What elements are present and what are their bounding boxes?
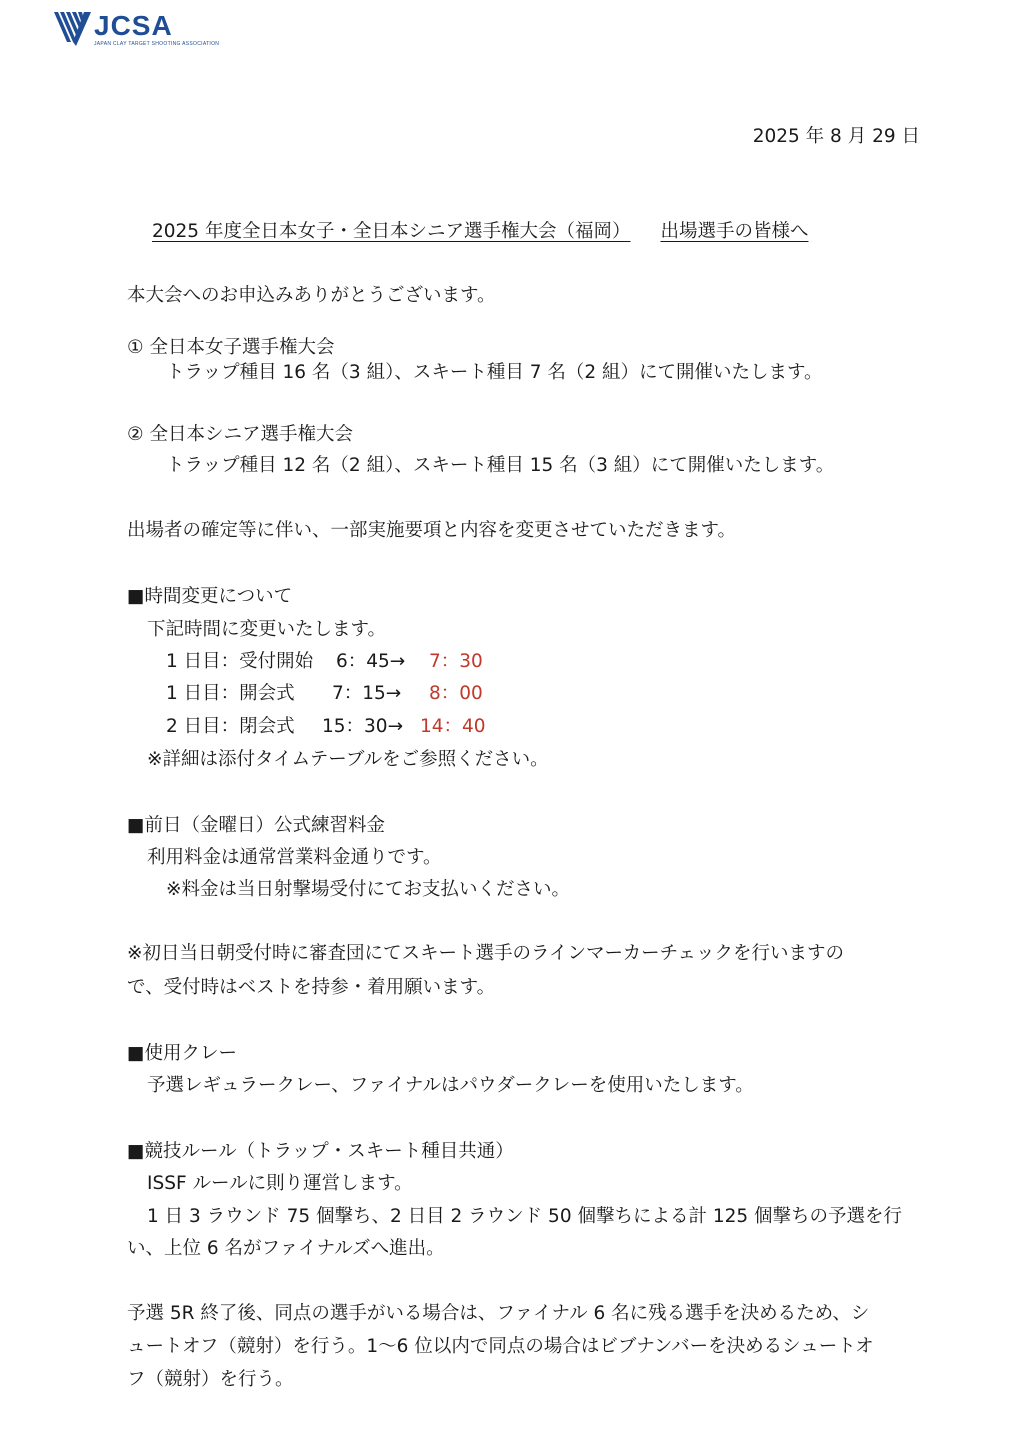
jcsa-logo-mark-icon	[54, 12, 92, 46]
title-addressee: 出場選手の皆様へ	[660, 221, 809, 242]
document-title	[152, 219, 808, 245]
rules-line-1: ISSF ルールに則り運営します。	[147, 1173, 413, 1194]
change-notice: 出場者の確定等に伴い、一部実施要項と内容を変更させていただきます。	[127, 520, 737, 541]
time-change-note: ※詳細は添付タイムテーブルをご参照ください。	[147, 749, 549, 770]
event-2-detail: トラップ種目 12 名（2 組）、スキート種目 15 名（3 組）にて開催いたします。	[166, 455, 835, 476]
line-marker-line-1: ※初日当日朝受付時に審査団にてスキート選手のラインマーカーチェックを行いますの	[127, 943, 845, 964]
time-old: 7：15→	[332, 683, 402, 704]
time-label: 1 日目：開会式	[166, 683, 295, 704]
event-2-heading: ② 全日本シニア選手権大会	[127, 424, 353, 445]
practice-fee-line-2: ※料金は当日射撃場受付にてお支払いください。	[166, 879, 571, 900]
jcsa-logo	[54, 12, 219, 47]
logo-name: JCSA	[94, 10, 173, 41]
practice-fee-heading: ■前日（金曜日）公式練習料金	[127, 815, 385, 836]
time-old: 6：45→	[336, 651, 406, 672]
time-new: 8：00	[429, 683, 483, 704]
event-1-detail: トラップ種目 16 名（3 組）、スキート種目 7 名（2 組）にて開催いたします。	[166, 362, 823, 383]
rules-heading: ■競技ルール（トラップ・スキート種目共通）	[127, 1141, 514, 1162]
time-old: 15：30→	[322, 716, 404, 737]
shootoff-line-2: ュートオフ（競射）を行う。1～6 位以内で同点の場合はビブナンバーを決めるシュートオ	[127, 1336, 874, 1357]
time-new: 7：30	[429, 651, 483, 672]
greeting: 本大会へのお申込みありがとうございます。	[127, 285, 496, 306]
time-new: 14：40	[420, 716, 486, 737]
clay-heading: ■使用クレー	[127, 1043, 237, 1064]
time-change-heading: ■時間変更について	[127, 586, 293, 607]
line-marker-line-2: で、受付時はベストを持参・着用願います。	[127, 977, 496, 998]
rules-line-2: 1 日 3 ラウンド 75 個撃ち、2 日目 2 ラウンド 50 個撃ちによる計 125 個撃ちの予選を行	[147, 1206, 903, 1227]
shootoff-line-1: 予選 5R 終了後、同点の選手がいる場合は、ファイナル 6 名に残る選手を決めるため、シ	[127, 1303, 870, 1324]
time-change-intro: 下記時間に変更いたします。	[147, 619, 387, 640]
logo-subtitle: JAPAN CLAY TARGET SHOOTING ASSOCIATION	[94, 41, 220, 47]
logo-text	[94, 12, 219, 47]
shootoff-line-3: フ（競射）を行う。	[127, 1369, 294, 1390]
title-main: 2025 年度全日本女子・全日本シニア選手権大会（福岡）	[152, 221, 631, 242]
practice-fee-line-1: 利用料金は通常営業料金通りです。	[147, 847, 442, 868]
event-1-heading: ① 全日本女子選手権大会	[127, 337, 335, 358]
time-label: 1 日目：受付開始	[166, 651, 314, 672]
rules-line-3: い、上位 6 名がファイナルズへ進出。	[127, 1238, 445, 1259]
time-label: 2 日目：閉会式	[166, 716, 295, 737]
document-date: 2025 年 8 月 29 日	[752, 126, 920, 147]
clay-line-1: 予選レギュラークレー、ファイナルはパウダークレーを使用いたします。	[147, 1075, 754, 1096]
